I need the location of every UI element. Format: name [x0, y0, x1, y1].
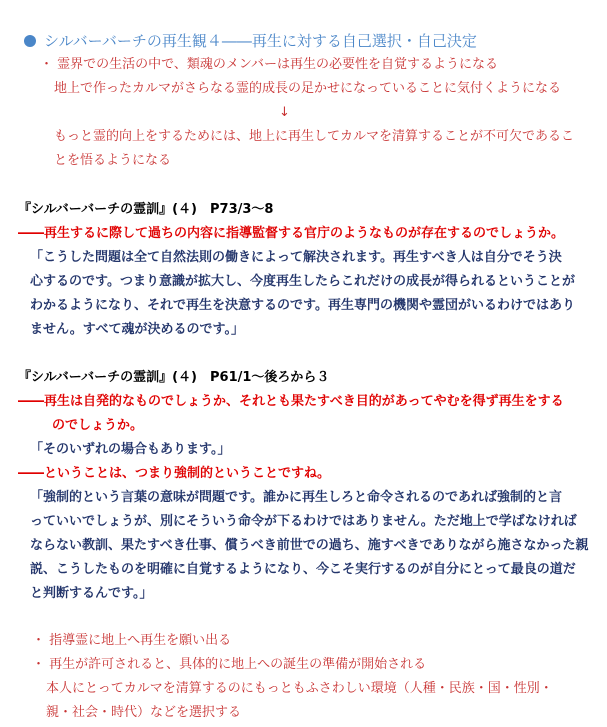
intro-line-3a: もっと霊的向上をするためには、地上に再生してカルマを清算することが不可欠であるこ [54, 129, 575, 144]
answer-3-line-1: 「強制的という言葉の意味が問題です。誰かに再生しろと命令されるのであれば強制的と言 [30, 490, 562, 505]
answer-1-line-3: わかるようになり、それで再生を決意するのです。再生専門の機関や霊団がいるわけではあり [30, 298, 575, 313]
source-citation-1: 『シルバーバーチの霊訓』(４) P73/3～8 [18, 202, 274, 217]
question-2-line-1: ――再生は自発的なものでしょうか、それとも果たすべき目的があってやむを得ず再生をする [18, 394, 564, 409]
bullet-circle-icon [24, 35, 36, 47]
question-2-line-2: のでしょうか。 [52, 418, 144, 433]
down-arrow-icon: ↓ [279, 105, 290, 120]
intro-line-2: 地上で作ったカルマがさらなる霊的成長の足かせになっていることに気付くようになる [54, 81, 562, 96]
answer-1-line-1: 「こうした問題は全て自然法則の働きによって解決されます。再生すべき人は自分でそう決 [30, 250, 562, 265]
answer-3-line-4: 説、こうしたものを明確に自覚するようになり、今こそ実行するのが自分にとって最良の道だ [30, 562, 576, 577]
answer-3-line-5: と判断するんです。」 [30, 586, 153, 601]
intro-bullet: ・ 霊界での生活の中で、類魂のメンバーは再生の必要性を自覚するようになる [40, 57, 498, 72]
intro-line-3b: とを悟るようになる [54, 153, 172, 168]
summary-bullet-2: ・ 再生が許可されると、具体的に地上への誕生の準備が開始される [32, 657, 427, 672]
question-1: ――再生するに際して過ちの内容に指導監督する官庁のようなものが存在するのでしょうか。 [18, 226, 565, 241]
summary-line-3b: 親・社会・時代）などを選択する [46, 705, 242, 720]
answer-2: 「そのいずれの場合もあります。」 [30, 442, 231, 457]
page-title: シルバーバーチの再生観４――再生に対する自己選択・自己決定 [44, 32, 477, 50]
summary-bullet-1: ・ 指導霊に地上へ再生を願い出る [32, 633, 232, 648]
summary-line-3a: 本人にとってカルマを清算するのにもっともふさわしい環境（人種・民族・国・性別・ [46, 681, 553, 696]
source-citation-2: 『シルバーバーチの霊訓』(４) P61/1～後ろから３ [18, 370, 330, 385]
answer-3-line-2: っていいでしょうが、別にそういう命令が下るわけではありません。ただ地上で学ばなければ [30, 514, 577, 529]
question-3: ――ということは、つまり強制的ということですね。 [18, 466, 331, 481]
answer-1-line-4: ません。すべて魂が決めるのです。」 [30, 322, 244, 337]
answer-3-line-3: ならない教訓、果たすべき仕事、償うべき前世での過ち、施すべきでありながら施さなかった親 [30, 538, 589, 553]
answer-1-line-2: 心するのです。つまり意識が拡大し、今度再生したらこれだけの成長が得られるということが [30, 274, 575, 289]
page-heading [24, 31, 477, 51]
